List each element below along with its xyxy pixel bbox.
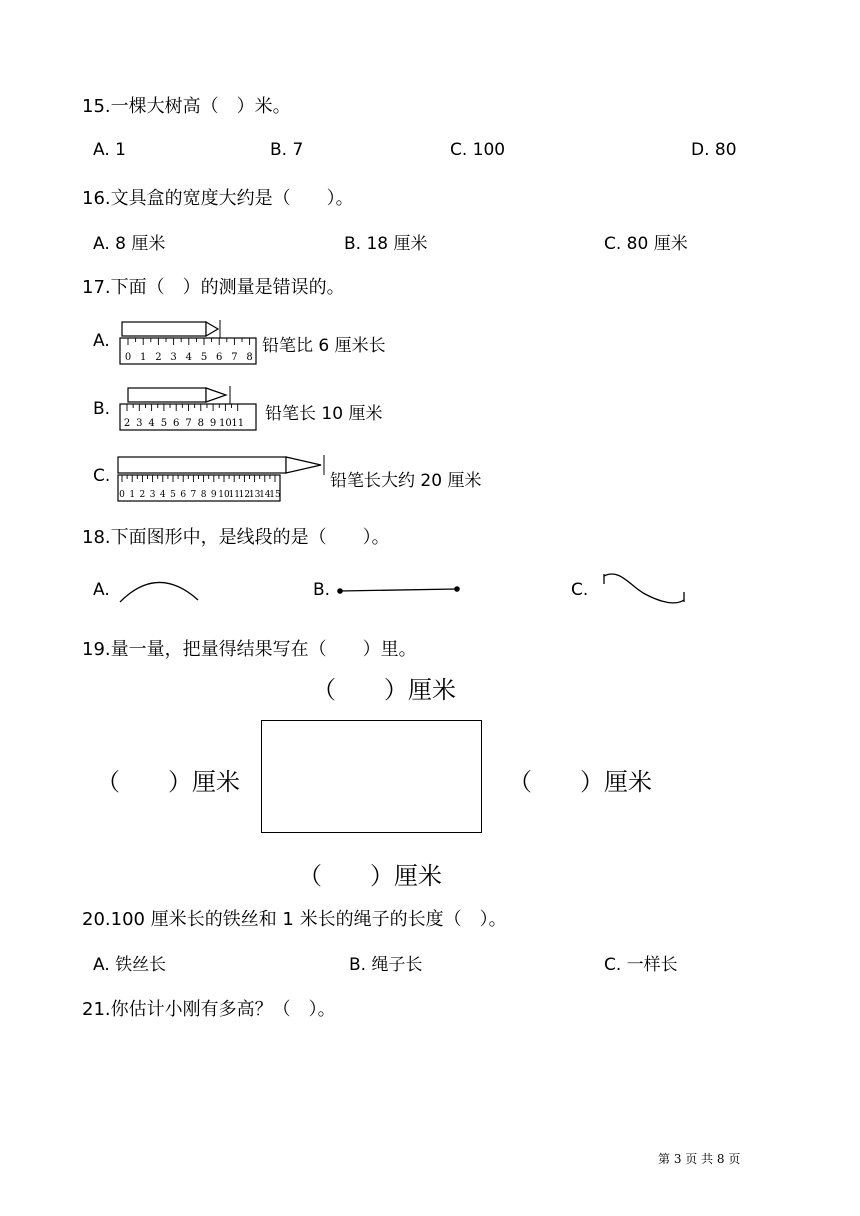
ruler-label: 8 [200, 490, 207, 500]
q20-option-b[interactable]: B. 绳子长 [349, 955, 423, 975]
ruler-label: 10 [219, 418, 232, 429]
q17-ruler-a [118, 320, 258, 365]
q18-wave-shape [600, 572, 690, 606]
ruler-label: 8 [197, 418, 204, 429]
q18-option-c[interactable]: C. [571, 580, 589, 600]
q18-line-segment [336, 584, 462, 596]
ruler-label: 4 [185, 352, 192, 363]
question-16: 16.文具盒的宽度大约是（ ）。 [82, 188, 354, 209]
ruler-label: 1 [140, 352, 147, 363]
ruler-label: 5 [170, 490, 176, 500]
q15-option-c[interactable]: C. 100 [450, 140, 506, 160]
question-17: 17.下面（ ）的测量是错误的。 [82, 277, 345, 298]
ruler-label: 0 [119, 490, 125, 500]
q15-option-d[interactable]: D. 80 [691, 140, 737, 160]
q15-option-a[interactable]: A. 1 [93, 140, 126, 160]
ruler-label: 1 [129, 490, 136, 500]
ruler-label: 13 [248, 490, 261, 500]
page-number-footer: 第 3 页 共 8 页 [658, 1152, 741, 1166]
ruler-label: 10 [218, 490, 230, 500]
q19-left-blank[interactable]: （ ）厘米 [96, 768, 240, 796]
ruler-label: 0 [124, 352, 132, 363]
ruler-label: 11 [228, 490, 240, 500]
ruler-label: 2 [155, 352, 162, 363]
ruler-label: 6 [216, 352, 223, 363]
question-19: 19.量一量，把量得结果写在（ ）里。 [82, 639, 417, 660]
ruler-label: 3 [170, 352, 177, 363]
ruler-label: 7 [190, 490, 197, 500]
q16-option-a[interactable]: A. 8 厘米 [93, 234, 166, 254]
ruler-label: 6 [180, 490, 187, 500]
q17-option-c-letter[interactable]: C. [93, 466, 111, 486]
ruler-label: 7 [185, 418, 192, 429]
ruler-label: 9 [210, 490, 217, 500]
q15-option-b[interactable]: B. 7 [270, 140, 304, 160]
ruler-label: 2 [139, 490, 146, 500]
ruler-label: 5 [200, 352, 208, 363]
ruler-label: 7 [231, 352, 238, 363]
q17-option-c-caption: 铅笔长大约 20 厘米 [330, 471, 482, 491]
ruler-label: 12 [238, 490, 251, 500]
q17-ruler-c [116, 455, 328, 503]
q16-option-c[interactable]: C. 80 厘米 [604, 234, 688, 254]
q18-option-a[interactable]: A. [93, 580, 110, 600]
q19-rectangle [261, 720, 482, 833]
question-20: 20.100 厘米长的铁丝和 1 米长的绳子的长度（ ）。 [82, 909, 507, 930]
question-15: 15.一棵大树高（ ）米。 [82, 96, 291, 117]
q17-option-b-letter[interactable]: B. [93, 399, 111, 419]
ruler-label: 14 [259, 490, 271, 500]
q19-bottom-blank[interactable]: （ ）厘米 [298, 862, 442, 890]
q19-right-blank[interactable]: （ ）厘米 [508, 768, 652, 796]
q20-option-c[interactable]: C. 一样长 [604, 955, 678, 975]
ruler-label: 4 [148, 418, 155, 429]
q18-arc-shape [118, 572, 202, 604]
q17-option-a-caption: 铅笔比 6 厘米长 [262, 336, 386, 356]
question-21: 21.你估计小刚有多高？（ ）。 [82, 999, 336, 1020]
ruler-label: 5 [160, 418, 168, 429]
q17-ruler-b [118, 386, 258, 431]
ruler-label: 9 [209, 418, 217, 429]
q18-option-b[interactable]: B. [313, 580, 331, 600]
q17-option-a-letter[interactable]: A. [93, 331, 110, 351]
q20-option-a[interactable]: A. 铁丝长 [93, 955, 167, 975]
ruler-label: 11 [231, 418, 245, 429]
question-18: 18.下面图形中，是线段的是（ ）。 [82, 527, 390, 548]
q17-option-b-caption: 铅笔长 10 厘米 [265, 404, 383, 424]
ruler-label: 15 [269, 490, 281, 500]
ruler-label: 8 [246, 352, 253, 363]
ruler-label: 6 [173, 418, 180, 429]
ruler-label: 2 [123, 418, 131, 429]
q19-top-blank[interactable]: （ ）厘米 [312, 676, 456, 704]
ruler-label: 3 [149, 490, 156, 500]
q16-option-b[interactable]: B. 18 厘米 [344, 234, 428, 254]
ruler-label: 4 [159, 490, 166, 500]
ruler-label: 3 [136, 418, 143, 429]
